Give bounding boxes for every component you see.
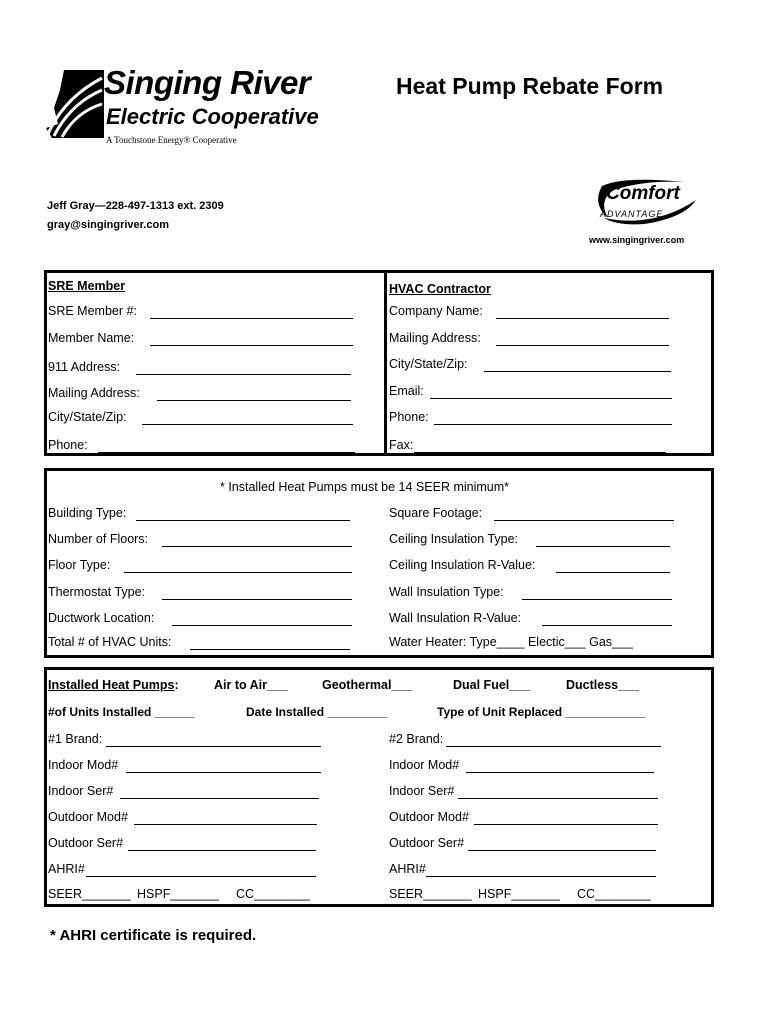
sre-member-heading: SRE Member — [48, 279, 126, 293]
installed-heat-pumps-heading — [48, 679, 179, 692]
field-label: City/State/Zip: — [48, 410, 127, 424]
contractor-mailing-address-input[interactable] — [496, 345, 669, 346]
field-label: Member Name: — [48, 331, 135, 345]
field-label: Thermostat Type: — [48, 585, 146, 599]
unit2-outdoor-model-input[interactable] — [474, 824, 658, 825]
field-label: Building Type: — [48, 506, 127, 520]
unit1-outdoor-serial-input[interactable] — [128, 850, 316, 851]
heat-pump-section — [44, 667, 714, 907]
field-label: #1 Brand: — [48, 732, 103, 746]
ductwork-location-input[interactable] — [172, 625, 352, 626]
contractor-email-input[interactable] — [430, 398, 672, 399]
option-air-to-air[interactable]: Air to Air___ — [214, 678, 288, 692]
field-label: Floor Type: — [48, 558, 111, 572]
brand-name: Singing River — [104, 64, 311, 101]
wall-insulation-type-input[interactable] — [522, 599, 672, 600]
unit2-indoor-serial-input[interactable] — [458, 798, 658, 799]
contact-name: Jeff Gray—228-497-1313 ext. 2309 — [47, 200, 224, 212]
units-installed-field[interactable]: #of Units Installed ______ — [48, 705, 195, 719]
seer-minimum-note: * Installed Heat Pumps must be 14 SEER minimum* — [220, 480, 510, 494]
field-label: Indoor Ser# — [48, 784, 114, 798]
floor-type-input[interactable] — [124, 572, 352, 573]
wall-insulation-rvalue-input[interactable] — [542, 625, 672, 626]
unit2-indoor-model-input[interactable] — [466, 772, 654, 773]
field-label: Outdoor Mod# — [389, 810, 469, 824]
unit2-cc-field[interactable]: CC________ — [577, 887, 651, 901]
square-footage-input[interactable] — [494, 520, 674, 521]
form-title: Heat Pump Rebate Form — [396, 73, 664, 99]
contact-email: gray@singingriver.com — [47, 219, 169, 231]
number-of-floors-input[interactable] — [162, 546, 352, 547]
field-label: Indoor Ser# — [389, 784, 455, 798]
unit1-indoor-model-input[interactable] — [126, 772, 321, 773]
field-label: Square Footage: — [389, 506, 483, 520]
unit2-outdoor-serial-input[interactable] — [468, 850, 656, 851]
member-name-input[interactable] — [150, 345, 353, 346]
field-label: Fax: — [389, 438, 414, 452]
field-label: Phone: — [389, 410, 429, 424]
911-address-input[interactable] — [136, 374, 351, 375]
member-phone-input[interactable] — [98, 452, 355, 453]
option-dual-fuel[interactable]: Dual Fuel___ — [453, 678, 531, 692]
heading-text: Installed Heat Pumps — [48, 678, 175, 692]
option-geothermal[interactable]: Geothermal___ — [322, 678, 413, 692]
website-link[interactable]: www.singingriver.com — [589, 235, 685, 245]
field-label: #2 Brand: — [389, 732, 444, 746]
brand-tagline: A Touchstone Energy® Cooperative — [106, 135, 237, 145]
field-label: Outdoor Mod# — [48, 810, 128, 824]
field-label: Company Name: — [389, 304, 483, 318]
comfort-advantage-logo — [584, 178, 704, 228]
advantage-text: ADVANTAGE — [600, 209, 664, 219]
ceiling-insulation-type-input[interactable] — [536, 546, 670, 547]
date-installed-field[interactable]: Date Installed _________ — [246, 705, 388, 719]
field-label: SRE Member #: — [48, 304, 137, 318]
unit1-outdoor-model-input[interactable] — [134, 824, 317, 825]
unit2-seer-field[interactable]: SEER_______ — [389, 887, 472, 901]
unit1-indoor-serial-input[interactable] — [120, 798, 319, 799]
field-label: AHRI# — [48, 862, 85, 876]
member-contractor-section — [44, 270, 714, 456]
unit1-ahri-input[interactable] — [86, 876, 316, 877]
field-label: Indoor Mod# — [48, 758, 119, 772]
field-label: AHRI# — [389, 862, 426, 876]
section-divider — [384, 270, 387, 456]
field-label: Mailing Address: — [48, 386, 140, 400]
field-label: Ceiling Insulation R-Value: — [389, 558, 536, 572]
total-hvac-units-input[interactable] — [190, 649, 350, 650]
water-heater-field[interactable]: Water Heater: Type____ Electic___ Gas___ — [389, 635, 633, 649]
option-ductless[interactable]: Ductless___ — [566, 678, 639, 692]
field-label: 911 Address: — [48, 360, 121, 374]
field-label: Ceiling Insulation Type: — [389, 532, 519, 546]
field-label: Phone: — [48, 438, 88, 452]
sre-member-number-input[interactable] — [150, 318, 353, 319]
unit1-cc-field[interactable]: CC________ — [236, 887, 310, 901]
type-replaced-field[interactable]: Type of Unit Replaced ____________ — [437, 705, 646, 719]
thermostat-type-input[interactable] — [162, 599, 352, 600]
contractor-fax-input[interactable] — [414, 452, 666, 453]
field-label: Wall Insulation Type: — [389, 585, 504, 599]
field-label: Total # of HVAC Units: — [48, 635, 172, 649]
contractor-city-state-zip-input[interactable] — [484, 371, 671, 372]
member-mailing-address-input[interactable] — [157, 400, 351, 401]
building-type-input[interactable] — [136, 520, 350, 521]
field-label: Number of Floors: — [48, 532, 149, 546]
field-label: Outdoor Ser# — [48, 836, 124, 850]
unit1-hspf-field[interactable]: HSPF_______ — [137, 887, 220, 901]
ahri-certificate-note: * AHRI certificate is required. — [50, 927, 257, 944]
company-name-input[interactable] — [496, 318, 669, 319]
field-label: Mailing Address: — [389, 331, 481, 345]
hvac-contractor-heading: HVAC Contractor — [389, 282, 491, 296]
field-label: City/State/Zip: — [389, 357, 468, 371]
building-info-section — [44, 468, 714, 658]
cooperative-logo-icon — [44, 68, 106, 140]
unit2-hspf-field[interactable]: HSPF_______ — [478, 887, 561, 901]
contractor-phone-input[interactable] — [434, 424, 672, 425]
comfort-text: Comfort — [606, 183, 680, 204]
field-label: Outdoor Ser# — [389, 836, 465, 850]
unit1-brand-input[interactable] — [106, 746, 321, 747]
member-city-state-zip-input[interactable] — [142, 424, 353, 425]
unit1-seer-field[interactable]: SEER_______ — [48, 887, 131, 901]
field-label: Indoor Mod# — [389, 758, 460, 772]
field-label: Email: — [389, 384, 424, 398]
field-label: Wall Insulation R-Value: — [389, 611, 522, 625]
field-label: Ductwork Location: — [48, 611, 155, 625]
unit2-ahri-input[interactable] — [426, 876, 656, 877]
unit2-brand-input[interactable] — [446, 746, 661, 747]
heading-colon: : — [174, 678, 179, 692]
brand-subtitle: Electric Cooperative — [106, 104, 319, 129]
ceiling-insulation-rvalue-input[interactable] — [556, 572, 670, 573]
